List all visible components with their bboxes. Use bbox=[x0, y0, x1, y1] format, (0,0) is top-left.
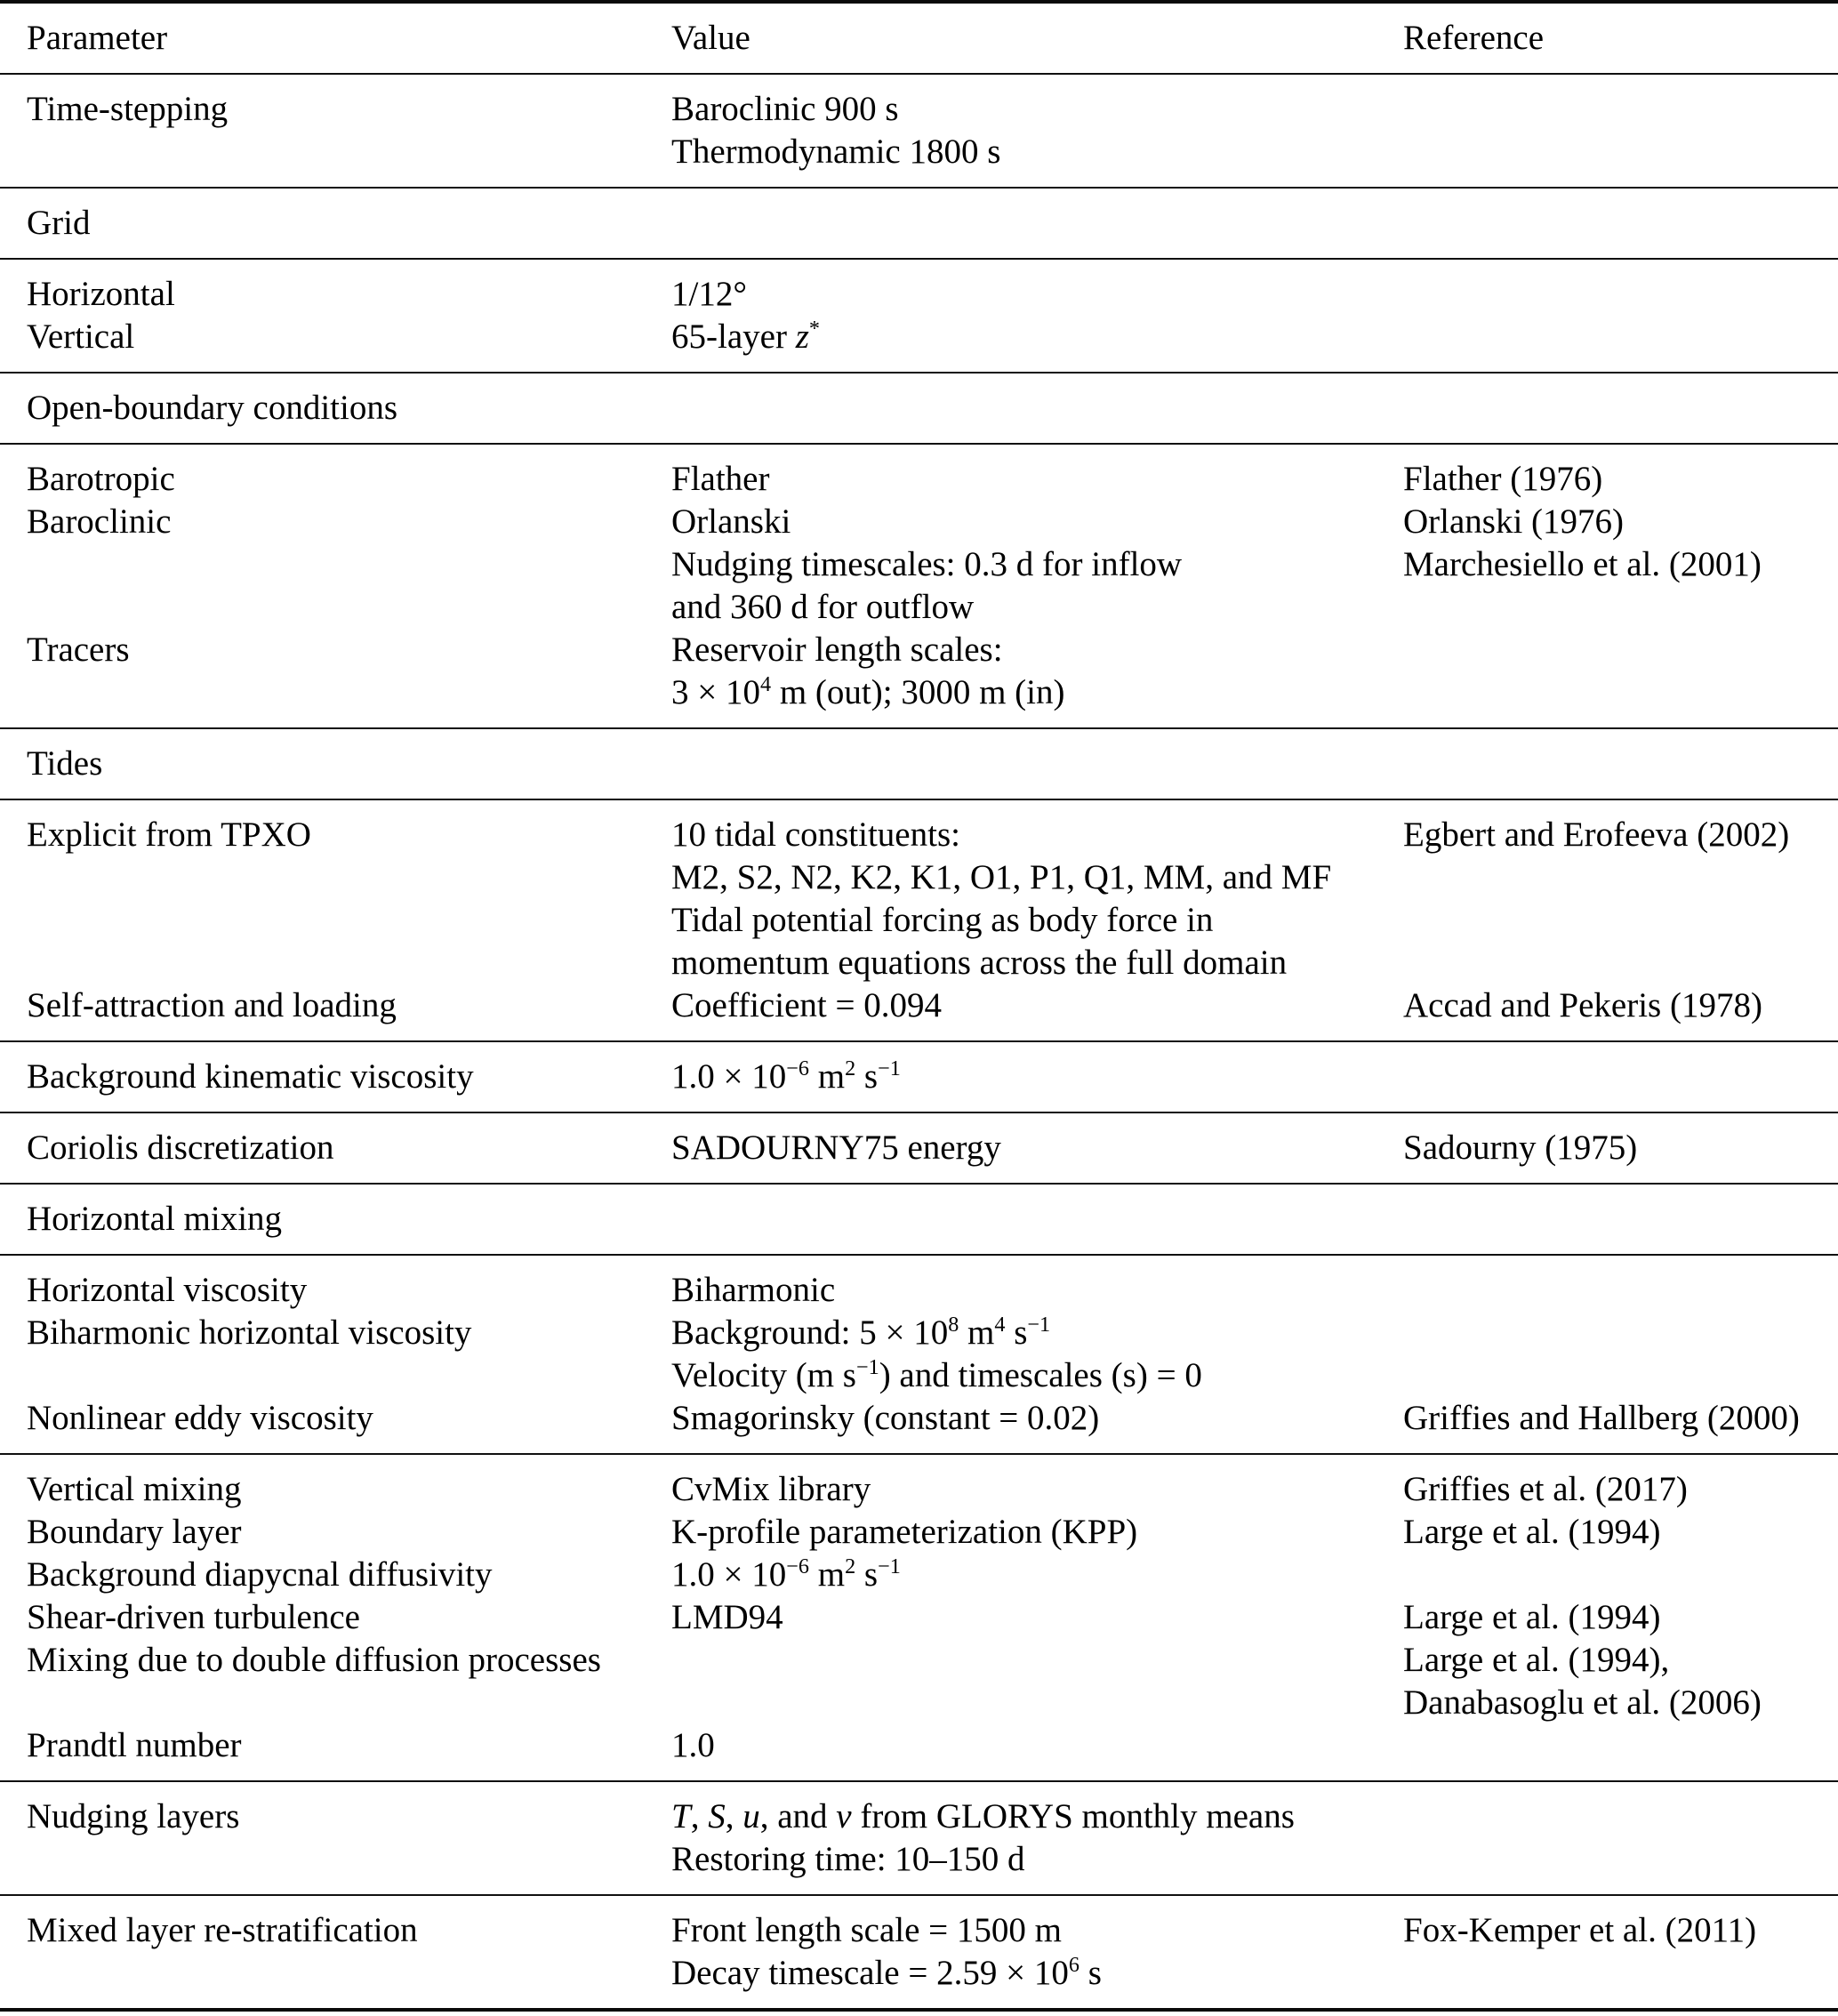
text-line: Horizontal bbox=[27, 275, 175, 313]
parameter-cell bbox=[0, 1269, 645, 1312]
value-cell bbox=[645, 1056, 1376, 1098]
text-line: Decay timescale = $2.59 \times 10^6$ s bbox=[671, 1953, 1102, 1992]
section-row bbox=[0, 743, 1838, 785]
text-line: Sadourny (1975) bbox=[1403, 1128, 1638, 1167]
text-line: Mixing due to double diffusion processes bbox=[27, 1641, 601, 1679]
value-cell bbox=[645, 1596, 1376, 1639]
value-cell bbox=[645, 501, 1376, 629]
parameter-cell bbox=[0, 88, 645, 131]
table-group bbox=[0, 1113, 1838, 1185]
parameter-cell bbox=[0, 1397, 645, 1440]
table-row bbox=[0, 984, 1838, 1027]
reference-cell bbox=[1376, 501, 1838, 586]
text-line: $3 \times 10^4$ m (out); 3000 m (in) bbox=[671, 672, 1065, 711]
text-line: Coefficient = 0.094 bbox=[671, 986, 942, 1024]
value-cell bbox=[645, 1795, 1376, 1881]
text-line: Nudging layers bbox=[27, 1797, 240, 1835]
table-row bbox=[0, 501, 1838, 629]
table-row bbox=[0, 1554, 1838, 1596]
value-cell bbox=[645, 629, 1376, 714]
text-line: Danabasoglu et al. (2006) bbox=[1403, 1683, 1762, 1722]
text-line: Accad and Pekeris (1978) bbox=[1403, 986, 1762, 1024]
text-line: Front length scale = 1500 m bbox=[671, 1911, 1063, 1949]
value-cell bbox=[645, 1554, 1376, 1596]
text-line: Vertical mixing bbox=[27, 1470, 242, 1508]
table-row bbox=[0, 1596, 1838, 1639]
text-line: Orlanski bbox=[671, 502, 791, 541]
parameter-cell bbox=[0, 202, 645, 245]
text-line: Explicit from TPXO bbox=[27, 815, 311, 854]
value-cell bbox=[645, 984, 1376, 1027]
table-row bbox=[0, 1795, 1838, 1881]
table-row bbox=[0, 458, 1838, 501]
text-line: Vertical bbox=[27, 317, 135, 356]
value-cell bbox=[645, 1312, 1376, 1397]
text-line: Smagorinsky (constant = 0.02) bbox=[671, 1399, 1100, 1437]
text-line: Mixed layer re-stratification bbox=[27, 1911, 418, 1949]
text-line: Tides bbox=[27, 744, 103, 783]
text-line: Large et al. (1994) bbox=[1403, 1598, 1661, 1636]
text-line: Flather (1976) bbox=[1403, 460, 1603, 498]
text-line: CvMix library bbox=[671, 1470, 871, 1508]
section-row bbox=[0, 202, 1838, 245]
table-group bbox=[0, 373, 1838, 445]
column-header-reference bbox=[1376, 17, 1838, 60]
table-group bbox=[0, 1896, 1838, 2008]
value-cell bbox=[645, 1909, 1376, 1995]
reference-cell bbox=[1376, 1909, 1838, 1952]
parameter-cell bbox=[0, 743, 645, 785]
table-row bbox=[0, 1724, 1838, 1767]
text-line: momentum equations across the full domain bbox=[671, 944, 1288, 982]
reference-cell bbox=[1376, 814, 1838, 856]
table-row bbox=[0, 1468, 1838, 1511]
table-row bbox=[0, 1269, 1838, 1312]
text-line: Velocity (m $s^{-1}$) and timescales (s) = 0 bbox=[671, 1355, 1202, 1394]
parameter-cell bbox=[0, 273, 645, 316]
table-row bbox=[0, 1312, 1838, 1397]
table-group bbox=[0, 1256, 1838, 1455]
value-cell bbox=[645, 458, 1376, 501]
reference-cell bbox=[1376, 458, 1838, 501]
table-row bbox=[0, 814, 1838, 984]
text-line: Reservoir length scales: bbox=[671, 631, 1003, 669]
text-line: K-profile parameterization (KPP) bbox=[671, 1513, 1138, 1551]
section-row bbox=[0, 1198, 1838, 1241]
reference-cell bbox=[1376, 1639, 1838, 1724]
text-line: Background kinematic viscosity bbox=[27, 1057, 474, 1096]
table-row bbox=[0, 316, 1838, 358]
text-line: SADOURNY75 energy bbox=[671, 1128, 1001, 1167]
text-line: Boundary layer bbox=[27, 1513, 242, 1551]
table-header bbox=[0, 4, 1838, 75]
parameter-cell bbox=[0, 1909, 645, 1952]
table-group bbox=[0, 1782, 1838, 1896]
text-line: Baroclinic bbox=[27, 502, 172, 541]
table-row bbox=[0, 1511, 1838, 1554]
parameter-cell bbox=[0, 1127, 645, 1169]
table-row bbox=[0, 1127, 1838, 1169]
value-cell bbox=[645, 1511, 1376, 1554]
reference-cell bbox=[1376, 1468, 1838, 1511]
text-line: Nonlinear eddy viscosity bbox=[27, 1399, 373, 1437]
column-header-label: Reference bbox=[1403, 19, 1545, 57]
text-line: T, S, u, and v from GLORYS monthly means bbox=[671, 1797, 1295, 1835]
reference-cell bbox=[1376, 1596, 1838, 1639]
parameter-cell bbox=[0, 387, 645, 430]
text-line: Coriolis discretization bbox=[27, 1128, 334, 1167]
text-line: Orlanski (1976) bbox=[1403, 502, 1625, 541]
reference-cell bbox=[1376, 984, 1838, 1027]
text-line: 65-layer z* bbox=[671, 317, 820, 356]
text-line: Open-boundary conditions bbox=[27, 389, 398, 427]
value-cell bbox=[645, 1468, 1376, 1511]
column-header-label: Value bbox=[671, 19, 750, 57]
parameter-cell bbox=[0, 501, 645, 543]
parameter-cell bbox=[0, 814, 645, 856]
text-line: $1.0 \times 10^{-6}$ $m^2$ $s^{-1}$ bbox=[671, 1554, 901, 1594]
text-line: Baroclinic 900 s bbox=[671, 90, 899, 128]
table-row bbox=[0, 1056, 1838, 1098]
text-line: Marchesiello et al. (2001) bbox=[1403, 545, 1762, 583]
parameter-cell bbox=[0, 629, 645, 671]
text-line: 1/12° bbox=[671, 275, 747, 313]
text-line: Griffies et al. (2017) bbox=[1403, 1470, 1688, 1508]
text-line: 10 tidal constituents: bbox=[671, 815, 960, 854]
text-line: Large et al. (1994) bbox=[1403, 1513, 1661, 1551]
value-cell bbox=[645, 1724, 1376, 1767]
parameter-cell bbox=[0, 458, 645, 501]
table-group bbox=[0, 445, 1838, 729]
text-line: Biharmonic bbox=[671, 1271, 836, 1309]
text-line: Tracers bbox=[27, 631, 130, 669]
value-cell bbox=[645, 1269, 1376, 1312]
header-row bbox=[0, 17, 1838, 60]
parameter-cell bbox=[0, 1554, 645, 1596]
parameter-cell bbox=[0, 1468, 645, 1511]
table-row bbox=[0, 273, 1838, 316]
text-line: Shear-driven turbulence bbox=[27, 1598, 360, 1636]
text-line: Large et al. (1994), bbox=[1403, 1641, 1670, 1679]
column-header-parameter bbox=[0, 17, 645, 60]
text-line: Prandtl number bbox=[27, 1726, 242, 1764]
column-header-value bbox=[645, 17, 1376, 60]
table-group bbox=[0, 75, 1838, 189]
table-group bbox=[0, 1185, 1838, 1256]
text-line: Horizontal viscosity bbox=[27, 1271, 308, 1309]
text-line: Egbert and Erofeeva (2002) bbox=[1403, 815, 1790, 854]
text-line: Thermodynamic 1800 s bbox=[671, 133, 1001, 171]
table-group bbox=[0, 260, 1838, 373]
table-row bbox=[0, 88, 1838, 173]
text-line: Horizontal mixing bbox=[27, 1200, 283, 1238]
reference-cell bbox=[1376, 1511, 1838, 1554]
column-header-label: Parameter bbox=[27, 19, 168, 57]
table-group bbox=[0, 729, 1838, 800]
text-line: Grid bbox=[27, 204, 91, 242]
text-line: and 360 d for outflow bbox=[671, 588, 975, 626]
text-line: 1.0 bbox=[671, 1726, 715, 1764]
table-group bbox=[0, 1042, 1838, 1113]
text-line: Background: $5 \times 10^8$ $m^4$ $s^{-1}$ bbox=[671, 1313, 1051, 1352]
text-line: Flather bbox=[671, 460, 770, 498]
table-row bbox=[0, 1397, 1838, 1440]
table-row bbox=[0, 1909, 1838, 1995]
text-line: $1.0 \times 10^{-6}$ $m^2$ $s^{-1}$ bbox=[671, 1056, 901, 1096]
parameter-cell bbox=[0, 1056, 645, 1098]
text-line: LMD94 bbox=[671, 1598, 783, 1636]
value-cell bbox=[645, 1397, 1376, 1440]
value-cell bbox=[645, 88, 1376, 173]
section-row bbox=[0, 387, 1838, 430]
value-cell bbox=[645, 316, 1376, 358]
table-group bbox=[0, 800, 1838, 1042]
text-line: Griffies and Hallberg (2000) bbox=[1403, 1399, 1800, 1437]
parameter-cell bbox=[0, 1511, 645, 1554]
parameter-cell bbox=[0, 1312, 645, 1354]
table-group bbox=[0, 1455, 1838, 1782]
text-line: Barotropic bbox=[27, 460, 175, 498]
table-group bbox=[0, 189, 1838, 260]
text-line: Tidal potential forcing as body force in bbox=[671, 901, 1214, 939]
parameter-cell bbox=[0, 316, 645, 358]
value-cell bbox=[645, 814, 1376, 984]
value-cell bbox=[645, 1127, 1376, 1169]
parameter-cell bbox=[0, 1724, 645, 1767]
text-line: M2, S2, N2, K2, K1, O1, P1, Q1, MM, and MF bbox=[671, 858, 1332, 896]
table-row bbox=[0, 629, 1838, 714]
value-cell bbox=[645, 273, 1376, 316]
parameter-cell bbox=[0, 1795, 645, 1838]
parameter-cell bbox=[0, 1596, 645, 1639]
reference-cell bbox=[1376, 1397, 1838, 1440]
text-line: Biharmonic horizontal viscosity bbox=[27, 1313, 472, 1352]
parameter-cell bbox=[0, 1639, 645, 1682]
reference-cell bbox=[1376, 1127, 1838, 1169]
parameter-cell bbox=[0, 984, 645, 1027]
parameter-cell bbox=[0, 1198, 645, 1241]
text-line: Restoring time: 10–150 d bbox=[671, 1840, 1025, 1878]
text-line: Nudging timescales: 0.3 d for inflow bbox=[671, 545, 1183, 583]
text-line: Time-stepping bbox=[27, 90, 229, 128]
text-line: Fox-Kemper et al. (2011) bbox=[1403, 1911, 1757, 1949]
text-line: Self-attraction and loading bbox=[27, 986, 397, 1024]
table-row bbox=[0, 1639, 1838, 1724]
text-line: Background diapycnal diffusivity bbox=[27, 1555, 493, 1594]
